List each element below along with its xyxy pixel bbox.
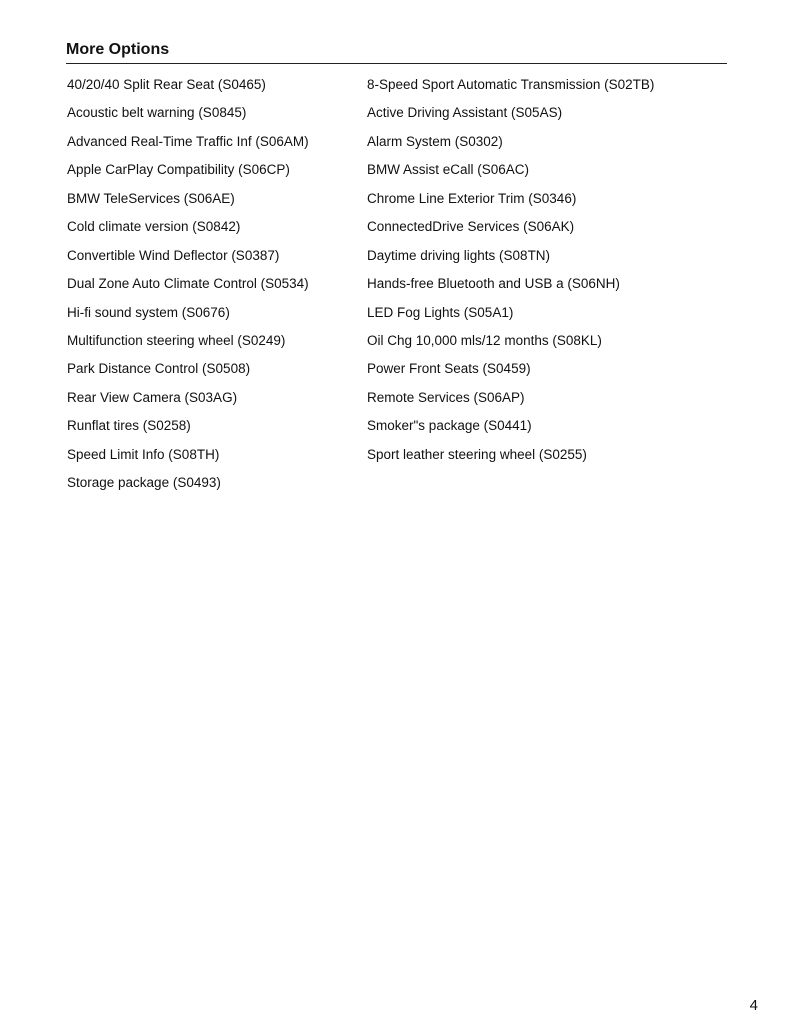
option-item: Speed Limit Info (S08TH) bbox=[67, 446, 220, 462]
options-list bbox=[67, 73, 727, 500]
option-item: Convertible Wind Deflector (S0387) bbox=[67, 247, 280, 263]
option-item: ConnectedDrive Services (S06AK) bbox=[367, 219, 575, 235]
option-item: Active Driving Assistant (S05AS) bbox=[367, 105, 563, 121]
option-item: Apple CarPlay Compatibility (S06CP) bbox=[67, 162, 290, 178]
option-item: Storage package (S0493) bbox=[67, 475, 221, 491]
section-title: More Options bbox=[66, 41, 170, 58]
option-item: Rear View Camera (S03AG) bbox=[67, 389, 238, 405]
option-item: Alarm System (S0302) bbox=[367, 133, 503, 149]
option-item: Chrome Line Exterior Trim (S0346) bbox=[367, 190, 577, 206]
option-item: Hi-fi sound system (S0676) bbox=[67, 304, 230, 320]
option-item: Daytime driving lights (S08TN) bbox=[367, 247, 551, 263]
option-item: Park Distance Control (S0508) bbox=[67, 361, 251, 377]
option-item: Oil Chg 10,000 mls/12 months (S08KL) bbox=[367, 332, 602, 348]
option-item: Cold climate version (S0842) bbox=[67, 219, 241, 235]
option-item: Advanced Real-Time Traffic Inf (S06AM) bbox=[67, 133, 309, 149]
option-item: LED Fog Lights (S05A1) bbox=[367, 304, 514, 320]
option-item: Remote Services (S06AP) bbox=[367, 389, 525, 405]
option-item: Smoker"s package (S0441) bbox=[367, 418, 532, 434]
option-item: 8-Speed Sport Automatic Transmission (S02TB) bbox=[367, 77, 655, 92]
option-item: BMW Assist eCall (S06AC) bbox=[367, 162, 530, 178]
option-item: Runflat tires (S0258) bbox=[67, 418, 191, 434]
option-item: Acoustic belt warning (S0845) bbox=[67, 105, 247, 121]
option-item: 40/20/40 Split Rear Seat (S0465) bbox=[67, 77, 266, 92]
option-item: Dual Zone Auto Climate Control (S0534) bbox=[67, 276, 309, 292]
option-item: BMW TeleServices (S06AE) bbox=[67, 190, 235, 206]
option-item: Hands-free Bluetooth and USB a (S06NH) bbox=[367, 276, 620, 292]
page-number: 4 bbox=[749, 997, 758, 1014]
option-item: Sport leather steering wheel (S0255) bbox=[367, 446, 587, 462]
title-divider bbox=[66, 63, 727, 64]
option-item: Multifunction steering wheel (S0249) bbox=[67, 332, 286, 348]
option-item: Power Front Seats (S0459) bbox=[367, 361, 531, 377]
